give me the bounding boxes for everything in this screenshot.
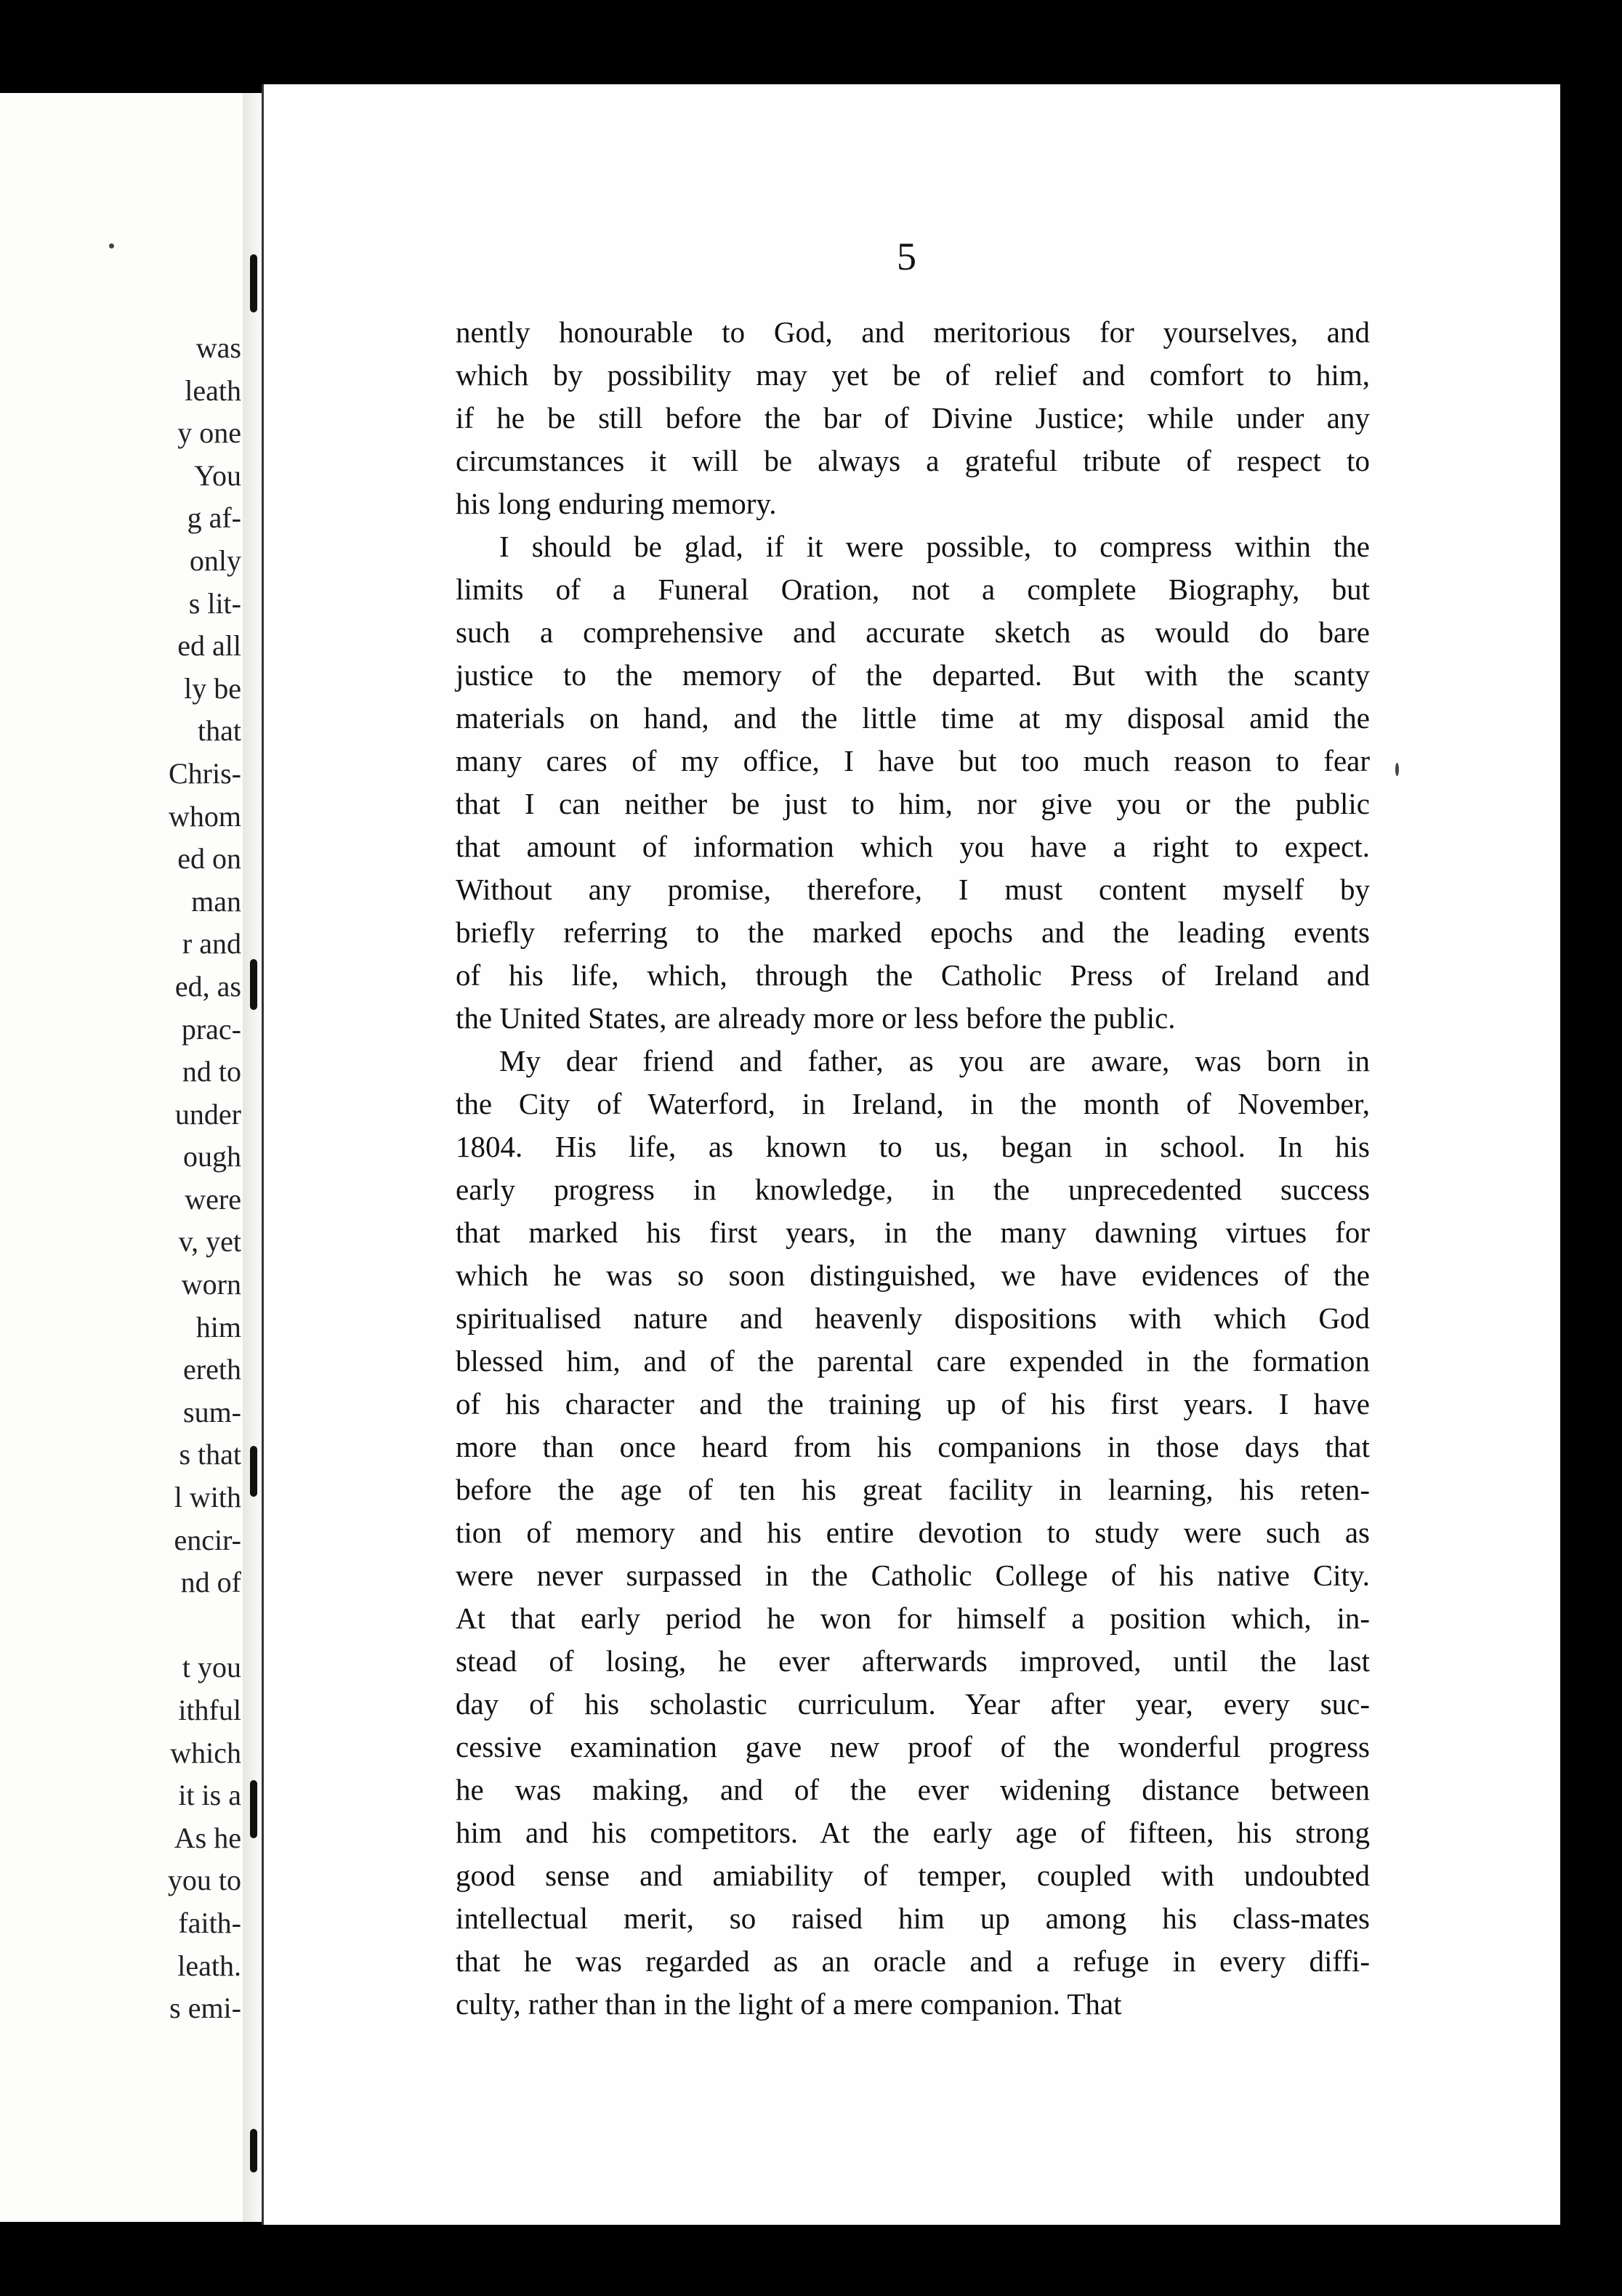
text-line: before the age of ten his great facility in learning, his reten- [456,1473,1370,1506]
left-page-line: g af- [187,501,241,535]
left-page-line: ed on [177,842,241,876]
text-line: that marked his first years, in the many dawning virtues for [456,1216,1370,1249]
left-page-line: him [195,1310,241,1343]
text-line: I should be glad, if it were possible, to compress within the [499,530,1370,563]
left-page-line: that [198,714,241,748]
left-page-line: ereth [183,1353,241,1386]
left-page-line: sum- [183,1395,241,1428]
text-line: the City of Waterford, in Ireland, in the month of November, [456,1087,1370,1120]
text-line: briefly referring to the marked epochs and the leading events [456,915,1370,949]
left-page-line: prac- [181,1012,241,1046]
left-page-line: under [174,1097,241,1131]
text-line: were never surpassed in the Catholic College of his native City. [456,1559,1370,1592]
spine-binding-mark [250,959,257,1010]
left-page-line: was [195,331,241,364]
left-page-line: only [189,543,241,577]
left-page-line: encir- [174,1523,241,1556]
left-page-line: it is a [178,1779,241,1812]
text-line: tion of memory and his entire devotion to study were such as [456,1516,1370,1549]
text-line: spiritualised nature and heavenly dispositions with which God [456,1301,1370,1335]
text-line: he was making, and of the ever widening distance between [456,1773,1370,1806]
left-page-line: Chris- [169,756,241,790]
left-page-line: s that [179,1438,241,1471]
left-page-line: nd of [180,1566,241,1599]
spine-binding-mark [250,254,257,312]
left-page-line: worn [181,1268,241,1301]
paper-speck [1395,763,1399,776]
left-page-line: s emi- [169,1992,241,2025]
text-line: justice to the memory of the departed. But with the scanty [456,658,1370,692]
left-page-line: s lit- [188,586,241,620]
page-number: 5 [897,235,916,278]
text-line: such a comprehensive and accurate sketch as would do bare [456,615,1370,649]
left-page-line [168,1604,241,1647]
left-page-line: leath [185,373,241,407]
text-line: stead of losing, he ever afterwards improved, until the last [456,1644,1370,1678]
text-line: that I can neither be just to him, nor give you or the public [456,787,1370,820]
text-line: which by possibility may yet be of relief and comfort to him, [456,358,1370,392]
text-line: culty, rather than in the light of a mere companion. That [456,1987,1122,2021]
left-page-line: ough [183,1140,241,1173]
body-text [456,311,1370,2026]
text-line: the United States, are already more or less before the public. [456,1001,1176,1035]
spine-binding-mark [250,2129,257,2172]
text-line: his long enduring memory. [456,487,777,520]
text-line: day of his scholastic curriculum. Year after year, every suc- [456,1687,1370,1721]
text-line: if he be still before the bar of Divine Justice; while under any [456,401,1370,434]
left-page-line: ed, as [174,969,241,1003]
left-page-line: v, yet [178,1225,241,1258]
text-line: intellectual merit, so raised him up among his class-mates [456,1901,1370,1935]
text-line: materials on hand, and the little time at my disposal amid the [456,701,1370,735]
left-page-line: r and [182,927,241,961]
left-page-line: You [194,458,241,492]
left-page-line: man [191,884,241,918]
left-page-line: nd to [182,1055,241,1088]
text-line: more than once heard from his companions in those days that [456,1430,1370,1463]
text-line: him and his competitors. At the early age of fifteen, his strong [456,1816,1370,1849]
left-page-line: you to [167,1864,241,1897]
text-line: that he was regarded as an oracle and a refuge in every diffi- [456,1944,1370,1978]
text-line: My dear friend and father, as you are aware, was born in [499,1044,1370,1078]
left-page-line: were [185,1182,241,1216]
text-line: blessed him, and of the parental care expended in the formation [456,1344,1370,1378]
text-line: which he was so soon distinguished, we have evidences of the [456,1258,1370,1292]
spine-binding-mark [250,1780,257,1838]
left-page-line: t you [182,1651,241,1684]
left-page-line: ed all [177,629,241,663]
text-line: circumstances it will be always a grateful tribute of respect to [456,444,1370,477]
text-line: limits of a Funeral Oration, not a complete Biography, but [456,573,1370,606]
text-line: At that early period he won for himself a position which, in- [456,1601,1370,1635]
paragraph [456,525,1370,1040]
text-line: good sense and amiability of temper, coupled with undoubted [456,1859,1370,1892]
text-line: nently honourable to God, and meritorious for yourselves, and [456,315,1370,349]
left-page [0,93,243,2222]
text-line: of his life, which, through the Catholic Press of Ireland and [456,958,1370,992]
left-page-line: whom [169,799,241,833]
left-page-line: As he [174,1821,241,1854]
paragraph [456,1040,1370,2026]
left-page-line: ithful [178,1694,241,1726]
text-line: Without any promise, therefore, I must content myself by [456,873,1370,906]
left-page-line: l with [174,1481,241,1514]
text-line: cessive examination gave new proof of the wonderful progress [456,1730,1370,1763]
left-page-line: which [170,1736,241,1769]
left-page-line: leath. [177,1949,241,1982]
text-line: of his character and the training up of his first years. I have [456,1387,1370,1420]
text-line: early progress in knowledge, in the unprecedented success [456,1173,1370,1206]
left-page-line: faith- [178,1906,241,1939]
left-page-line: ly be [184,671,241,705]
text-line: many cares of my office, I have but too much reason to fear [456,744,1370,777]
left-page-text-fragments [168,327,241,2030]
text-line: 1804. His life, as known to us, began in school. In his [456,1130,1370,1163]
left-page-line: y one [177,416,241,450]
spine-binding-mark [250,1446,257,1497]
text-line: that amount of information which you have a right to expect. [456,830,1370,863]
paragraph [456,311,1370,525]
paper-speck [109,243,114,248]
